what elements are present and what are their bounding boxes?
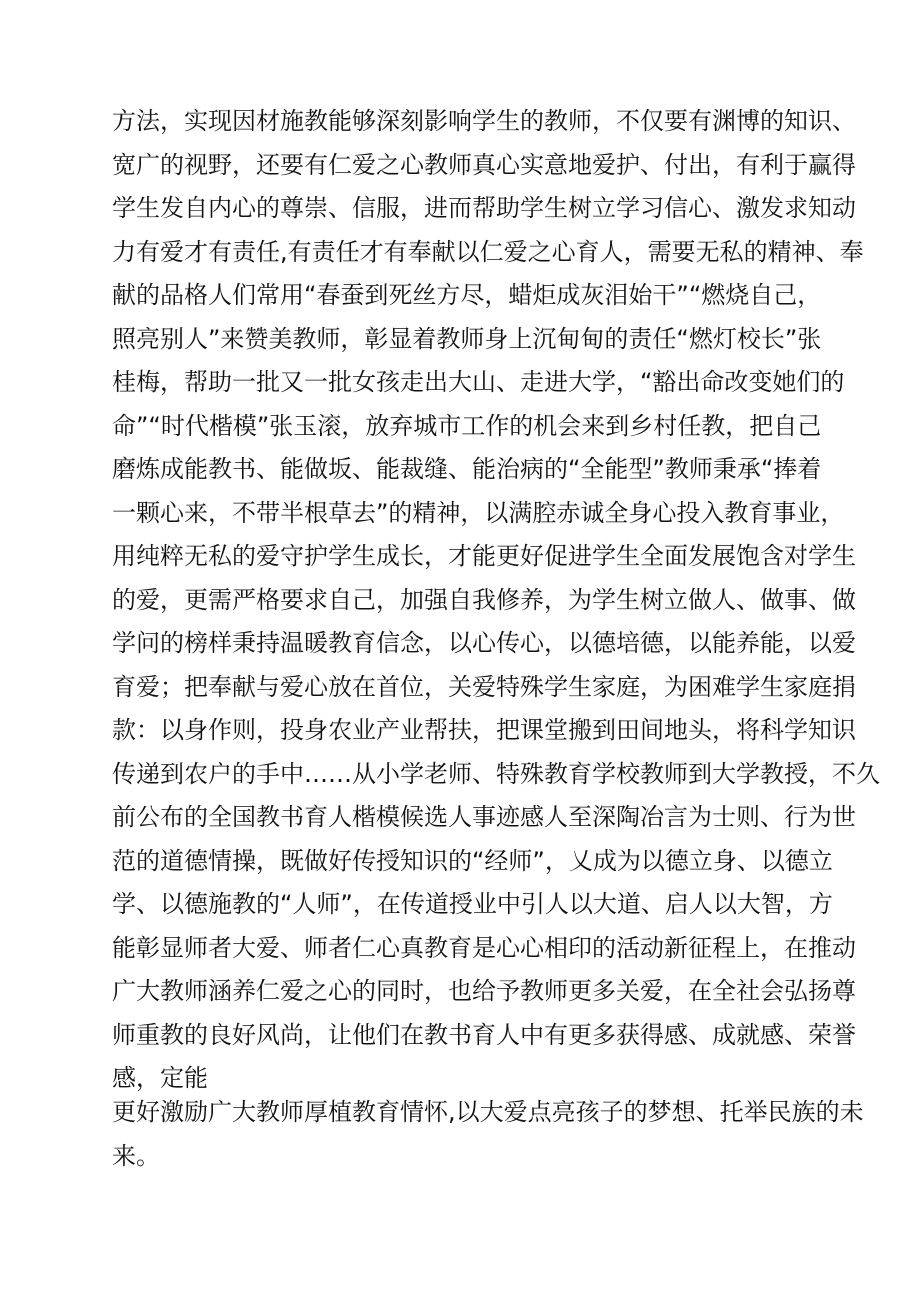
text-line: 育爱；把奉献与爱心放在首位，关爱特殊学生家庭，为困难学生家庭捐 — [112, 672, 856, 701]
text-line: 前公布的全国教书育人楷模候选人事迹感人至深陶冶言为士则、行为世 — [112, 803, 856, 831]
body-paragraph — [112, 100, 880, 1101]
text-line: 学问的榜样秉持温暖教育信念，以心传心，以德培德，以能养能，以爱 — [112, 629, 856, 657]
text-line: 用纯粹无私的爱守护学生成长，才能更好促进学生全面发展饱含对学生 — [112, 542, 856, 570]
text-line: 一颗心来，不带半根草去”的精神，以满腔赤诚全身心投入教育事业， — [112, 498, 845, 527]
text-line: 方法，实现因材施教能够深刻影响学生的教师，不仅要有渊博的知识、 — [112, 107, 856, 135]
text-line: 命”“时代楷模”张玉滚，放弃城市工作的机会来到乡村任教，把自己 — [112, 411, 822, 440]
text-line: 学生发自内心的尊崇、信服，进而帮助学生树立学习信心、激发求知动 — [112, 194, 856, 222]
text-line: 更好激励广大教师厚植教育情怀,以大爱点亮孩子的梦想、托举民族的未 — [112, 1098, 864, 1126]
text-line: 广大教师涵养仁爱之心的同时，也给予教师更多关爱，在全社会弘扬尊 — [112, 977, 856, 1005]
text-line: 力有爱才有责任,有责任才有奉献以仁爱之心育人，需要无私的精神、奉 — [112, 237, 864, 266]
text-line: 感，定能 — [112, 1064, 208, 1092]
text-line: 学、以德施教的“人师”，在传道授业中引人以大道、启人以大智，方 — [112, 890, 833, 918]
text-line: 的爱，更需严格要求自己，加强自我修养，为学生树立做人、做事、做 — [112, 585, 856, 614]
text-line: 来。 — [112, 1141, 160, 1170]
text-line: 能彰显师者大爱、师者仁心真教育是心心相印的活动新征程上，在推动 — [112, 933, 856, 962]
text-line: 范的道德情操，既做好传授知识的“经师”，乂成为以德立身、以德立 — [112, 846, 833, 875]
text-line: 款：以身作则，投身农业产业帮扶，把课堂搬到田间地头，将科学知识 — [112, 716, 856, 744]
text-line: 宽广的视野，还要有仁爱之心教师真心实意地爱护、付出，有利于赢得 — [112, 150, 856, 179]
text-line: 桂梅，帮助一批又一批女孩走出大山、走进大学，“豁出命改变她们的 — [112, 368, 845, 396]
text-line: 师重教的良好风尚，让他们在教书育人中有更多获得感、成就感、荣誉 — [112, 1020, 856, 1049]
text-line: 传递到农户的手中……从小学老师、特殊教育学校教师到大学教授，不久 — [112, 759, 880, 788]
text-line: 磨炼成能教书、能做坂、能裁缝、能治病的“全能型”教师秉承“捧着 — [112, 455, 822, 483]
text-line: 照亮别人”来赞美教师，彰显着教师身上沉甸甸的责任“燃灯校长”张 — [112, 324, 822, 353]
text-line: 献的品格人们常用“春蚕到死丝方尽，蜡炬成灰泪始干”“燃烧自己， — [112, 281, 822, 309]
closing-paragraph — [112, 1091, 864, 1178]
